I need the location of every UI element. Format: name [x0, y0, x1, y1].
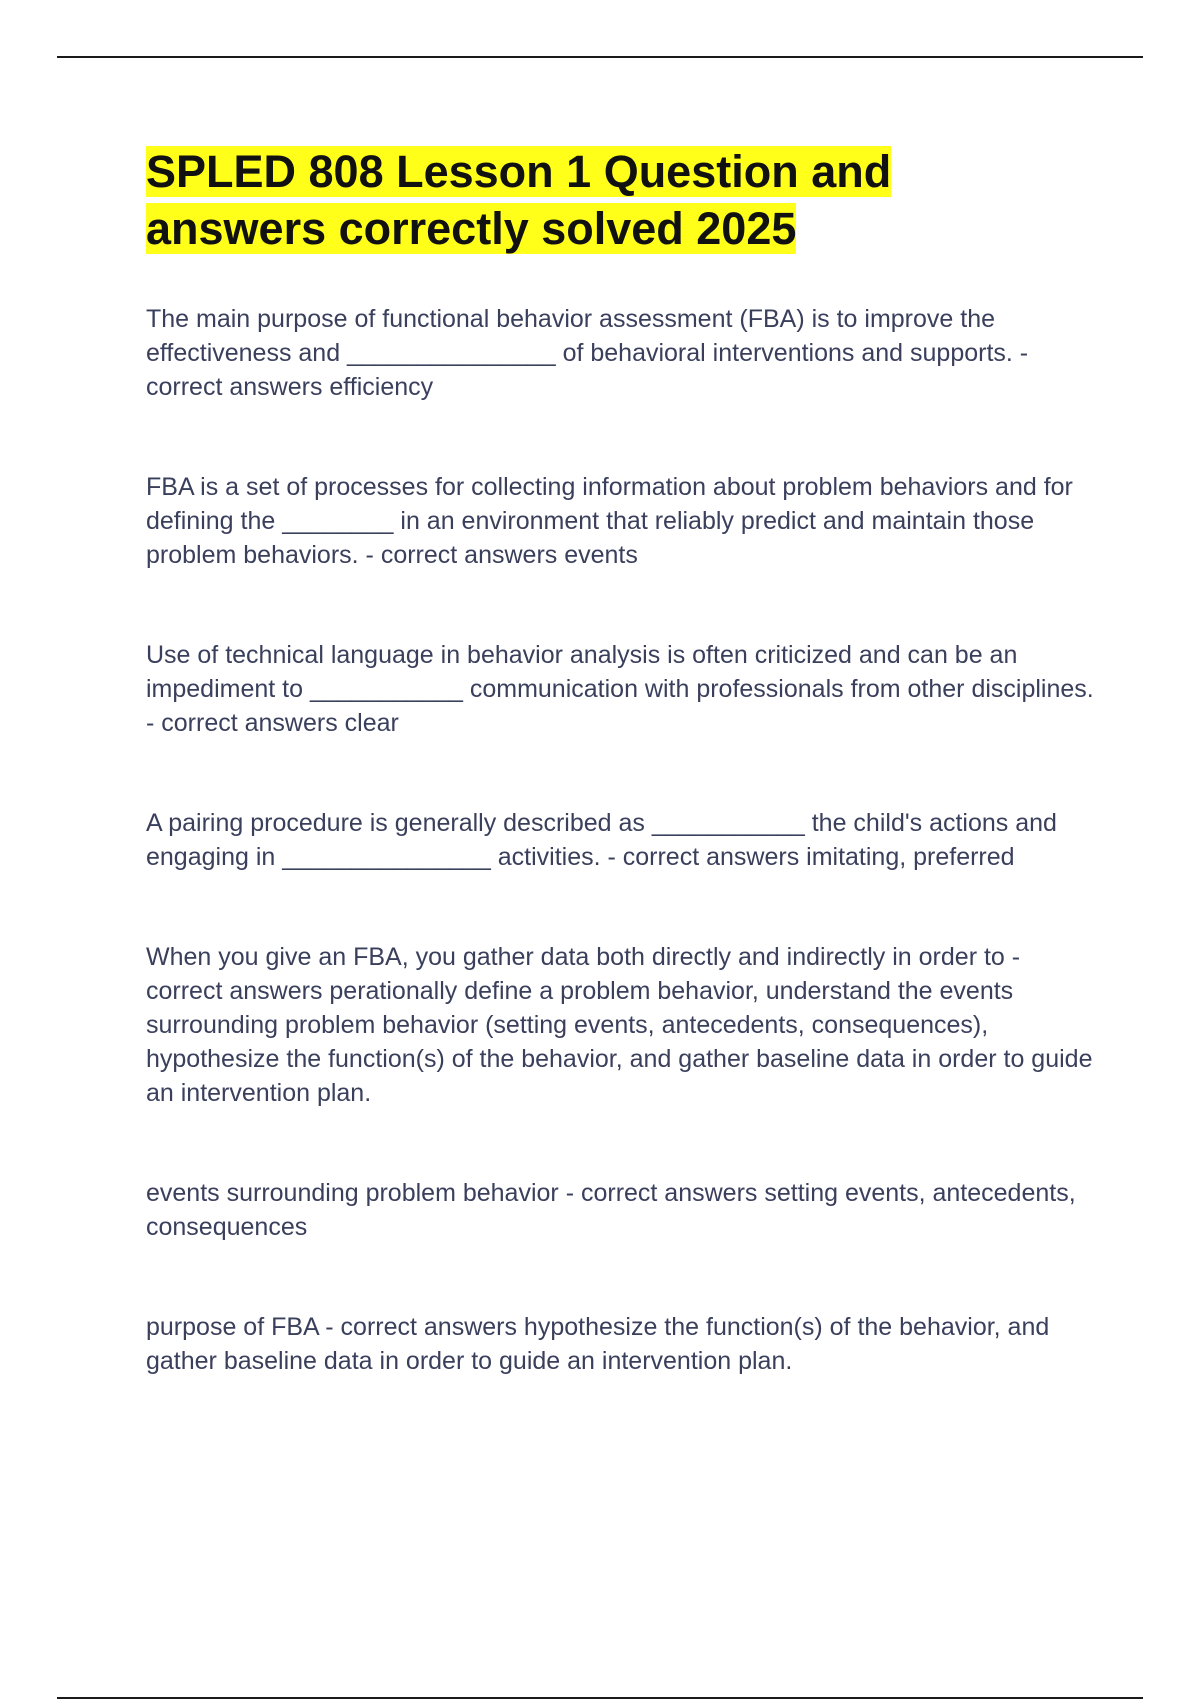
footer-rule: [57, 1697, 1143, 1699]
qa-item: FBA is a set of processes for collecting information about problem behaviors and for defining the ________ in an environment that reliably predict and maintain those problem behaviors. - correct answers events: [146, 473, 1073, 569]
qa-item: A pairing procedure is generally described as ___________ the child's actions and engaging in _______________ activities. - correct answers imitating, preferred: [146, 809, 1057, 871]
document-title: [146, 143, 966, 257]
qa-item: purpose of FBA - correct answers hypothesize the function(s) of the behavior, and gather baseline data in order to guide an intervention plan.: [146, 1313, 1050, 1375]
qa-item: Use of technical language in behavior analysis is often criticized and can be an impediment to ___________ communication with professionals from other disciplines. - correct answers clear: [146, 641, 1094, 737]
title-highlight: SPLED 808 Lesson 1 Question and answers correctly solved 2025: [146, 146, 892, 254]
qa-item: events surrounding problem behavior - correct answers setting events, antecedents, consequences: [146, 1179, 1076, 1241]
document-body: [146, 143, 1096, 1444]
qa-item: When you give an FBA, you gather data both directly and indirectly in order to - correct answers perationally define a problem behavior, understand the events surrounding problem behavior (setting events, antecedents, consequences), hypothesize the function(s) of the behavior, and gather baseline data in order to guide an intervention plan.: [146, 943, 1093, 1107]
header-rule: [57, 56, 1143, 58]
qa-item: The main purpose of functional behavior assessment (FBA) is to improve the effectiveness and _______________ of behavioral interventions and supports. - correct answers efficiency: [146, 305, 1029, 401]
qa-list: [146, 302, 1096, 1378]
